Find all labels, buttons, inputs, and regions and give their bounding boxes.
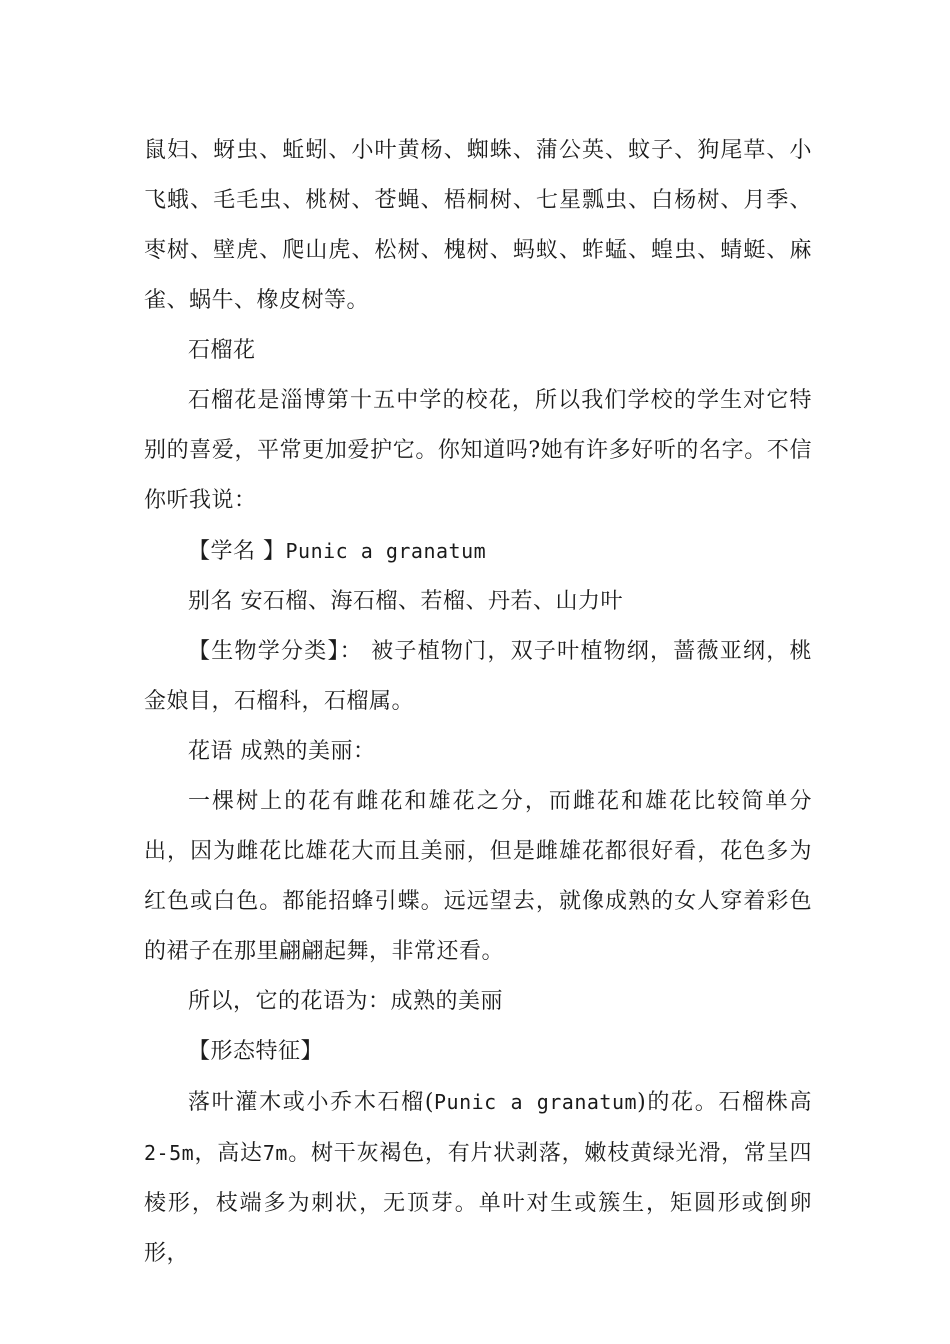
morphology-max-height: 7m [262, 1141, 288, 1165]
classification-paragraph: 【生物学分类】： 被子植物门，双子叶植物纲，蔷薇亚纲，桃金娘目，石榴科，石榴属。 [144, 639, 812, 714]
morphology-text-f: 。树干灰褐色，有片状剥落，嫩枝黄绿光滑，常呈四棱形，枝端多为刺状，无顶芽。单叶对生或簇生，矩圆形或倒卵形， [144, 1141, 812, 1266]
flower-language-summary: 所以，它的花语为：成熟的美丽 [188, 989, 504, 1014]
alias-line: 别名 安石榴、海石榴、若榴、丹若、山力叶 [188, 589, 623, 614]
morphology-latin-name: Punic a granatum [434, 1090, 638, 1114]
morphology-paragraph [144, 1077, 812, 1279]
scientific-name-label: 【学名 】 [188, 539, 286, 564]
flower-language-line: 花语 成熟的美丽： [188, 739, 376, 764]
morphology-text-b: )的花。石榴株高 [637, 1090, 812, 1115]
scientific-name-line [144, 526, 812, 577]
morphology-text-a: 落叶灌木或小乔木石榴( [188, 1090, 435, 1115]
section-heading-shiliuhua: 石榴花 [188, 338, 256, 363]
morphology-text-d: ，高达 [194, 1141, 263, 1166]
morphology-height-range: 2-5m [144, 1141, 195, 1165]
species-list-paragraph: 鼠妇、蚜虫、蚯蚓、小叶黄杨、蜘蛛、蒲公英、蚊子、狗尾草、小飞蛾、毛毛虫、桃树、苍蝇、梧桐树、七星瓢虫、白杨树、月季、枣树、壁虎、爬山虎、松树、槐树、蚂蚁、蚱蜢、蝗虫、蜻蜓、麻雀、蜗牛、橡皮树等。 [144, 138, 812, 313]
document-body [144, 126, 812, 1279]
morphology-heading: 【形态特征】 [188, 1039, 324, 1064]
intro-paragraph: 石榴花是淄博第十五中学的校花，所以我们学校的学生对它特别的喜爱，平常更加爱护它。你知道吗?她有许多好听的名字。不信你听我说： [144, 388, 812, 513]
flower-description-paragraph: 一棵树上的花有雌花和雄花之分，而雌花和雄花比较简单分出，因为雌花比雄花大而且美丽，但是雌雄花都很好看，花色多为红色或白色。都能招蜂引蝶。远远望去，就像成熟的女人穿着彩色的裙子在那里翩翩起舞，非常还看。 [144, 789, 812, 964]
scientific-name-value: Punic a granatum [285, 539, 487, 563]
